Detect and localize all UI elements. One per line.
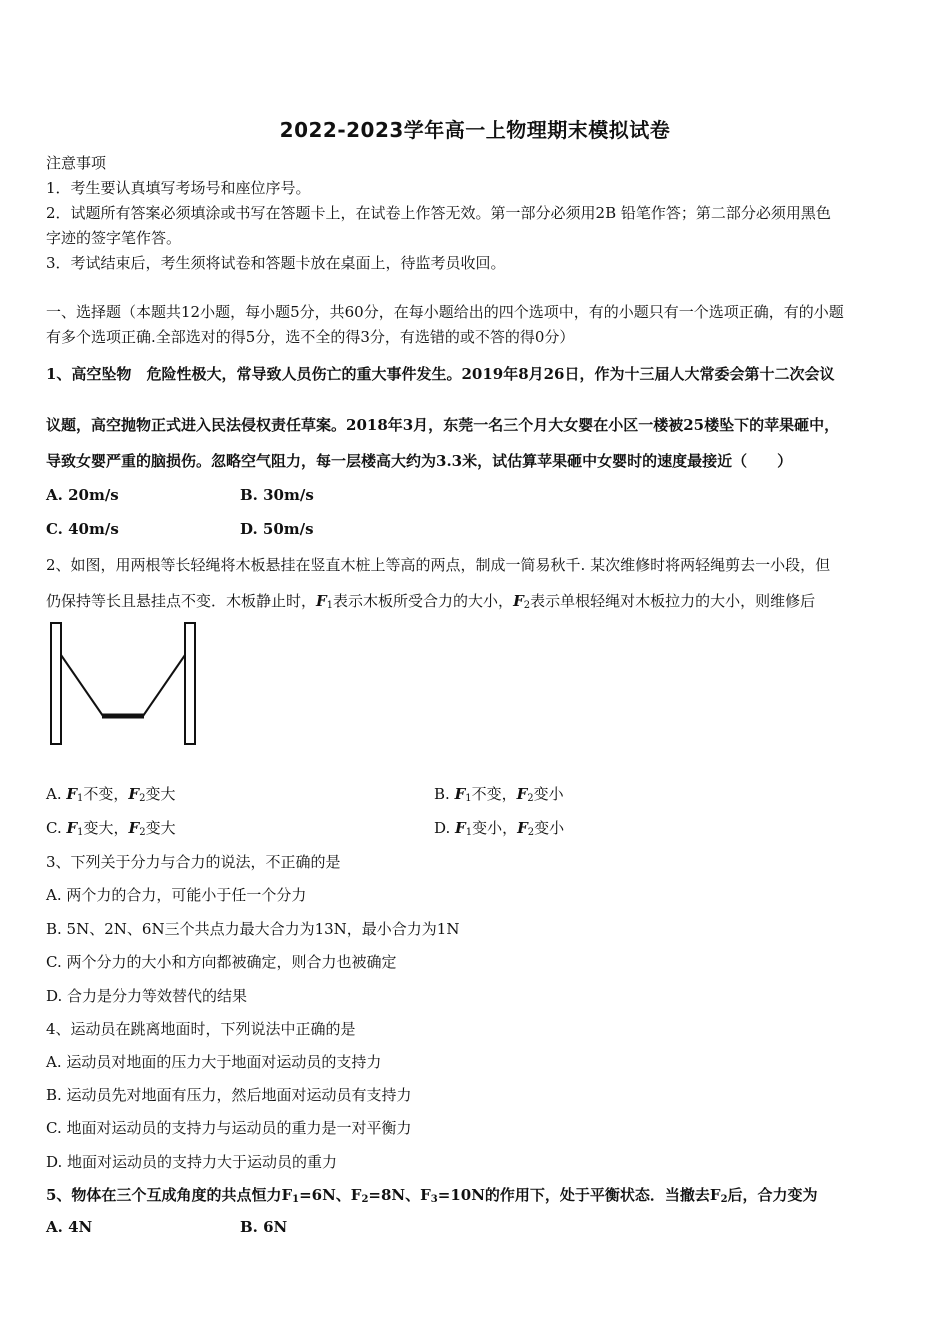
- q3-option-b: B. 5N、2N、6N三个共点力最大合力为13N，最小合力为1N: [46, 920, 460, 938]
- q5-stem: 5、物体在三个互成角度的共点恒力$F_1=6N$、$F_2=8N$、$F_3=10N$的作用下，处于平衡状态．当撤去$F_2$后，合力变为: [46, 1186, 818, 1205]
- q1-stem-line2: 议题，高空抛物正式进入民法侵权责任草案。2018年3月，东莞一名三个月大女婴在小区一楼被25楼坠下的苹果砸中，: [46, 416, 840, 434]
- q4-option-b: B. 运动员先对地面有压力，然后地面对运动员有支持力: [46, 1086, 412, 1104]
- q1-option-b: B. 30m/s: [240, 486, 314, 504]
- swing-diagram: [46, 620, 206, 748]
- q3-option-a: A. 两个力的合力，可能小于任一个分力: [46, 886, 307, 904]
- section-heading-line2: 有多个选项正确.全部选对的得5分，选不全的得3分，有选错的或不答的得0分）: [46, 328, 575, 346]
- q4-option-c: C. 地面对运动员的支持力与运动员的重力是一对平衡力: [46, 1119, 412, 1137]
- q1-option-a: A. 20m/s: [46, 486, 119, 504]
- q2-stem-line2: 仍保持等长且悬挂点不变．木板静止时，$F_1$表示木板所受合力的大小，$F_2$表示单根轻绳对木板拉力的大小，则维修后: [46, 592, 816, 611]
- left-post: [51, 623, 61, 744]
- notice-heading: 注意事项: [46, 154, 107, 172]
- q1-stem-line3: 导致女婴严重的脑损伤。忽略空气阻力，每一层楼高大约为3.3米，试估算苹果砸中女婴时的速度最接近（ ）: [46, 452, 793, 470]
- q2-option-b: B. $F_1$不变，$F_2$变小: [434, 785, 564, 804]
- notice-item-3: 3．考试结束后，考生须将试卷和答题卡放在桌面上，待监考员收回。: [46, 254, 506, 272]
- q4-option-a: A. 运动员对地面的压力大于地面对运动员的支持力: [46, 1053, 382, 1071]
- q2-stem-line1: 2、如图，用两根等长轻绳将木板悬挂在竖直木桩上等高的两点，制成一简易秋千. 某次维修时将两轻绳剪去一小段，但: [46, 556, 831, 574]
- notice-item-2-cont: 字迹的签字笔作答。: [46, 229, 182, 247]
- right-rope: [143, 655, 185, 716]
- q5-option-b: B. 6N: [240, 1218, 288, 1236]
- q2-option-d: D. $F_1$变小，$F_2$变小: [434, 819, 565, 838]
- notice-item-1: 1．考生要认真填写考场号和座位序号。: [46, 179, 311, 197]
- q4-option-d: D. 地面对运动员的支持力大于运动员的重力: [46, 1153, 338, 1171]
- q3-option-d: D. 合力是分力等效替代的结果: [46, 987, 248, 1005]
- section-heading-line1: 一、选择题（本题共12小题，每小题5分，共60分，在每小题给出的四个选项中，有的小题只有一个选项正确，有的小题: [46, 303, 844, 321]
- q1-option-d: D. 50m/s: [240, 520, 314, 538]
- q1-option-c: C. 40m/s: [46, 520, 119, 538]
- q1-stem-line1: 1、高空坠物 危险性极大，常导致人员伤亡的重大事件发生。2019年8月26日，作为十三届人大常委会第十二次会议: [46, 365, 835, 383]
- q2-option-a: A. $F_1$不变，$F_2$变大: [46, 785, 176, 804]
- q3-stem: 3、下列关于分力与合力的说法，不正确的是: [46, 853, 341, 871]
- page-title: 2022-2023学年高一上物理期末模拟试卷: [279, 118, 671, 142]
- left-rope: [61, 655, 103, 716]
- q4-stem: 4、运动员在跳离地面时，下列说法中正确的是: [46, 1020, 356, 1038]
- q5-option-a: A. 4N: [46, 1218, 93, 1236]
- notice-item-2: 2．试题所有答案必须填涂或书写在答题卡上，在试卷上作答无效。第一部分必须用2B 铅笔作答；第二部分必须用黑色: [46, 204, 831, 222]
- q2-option-c: C. $F_1$变大，$F_2$变大: [46, 819, 176, 838]
- right-post: [185, 623, 195, 744]
- q3-option-c: C. 两个分力的大小和方向都被确定，则合力也被确定: [46, 953, 397, 971]
